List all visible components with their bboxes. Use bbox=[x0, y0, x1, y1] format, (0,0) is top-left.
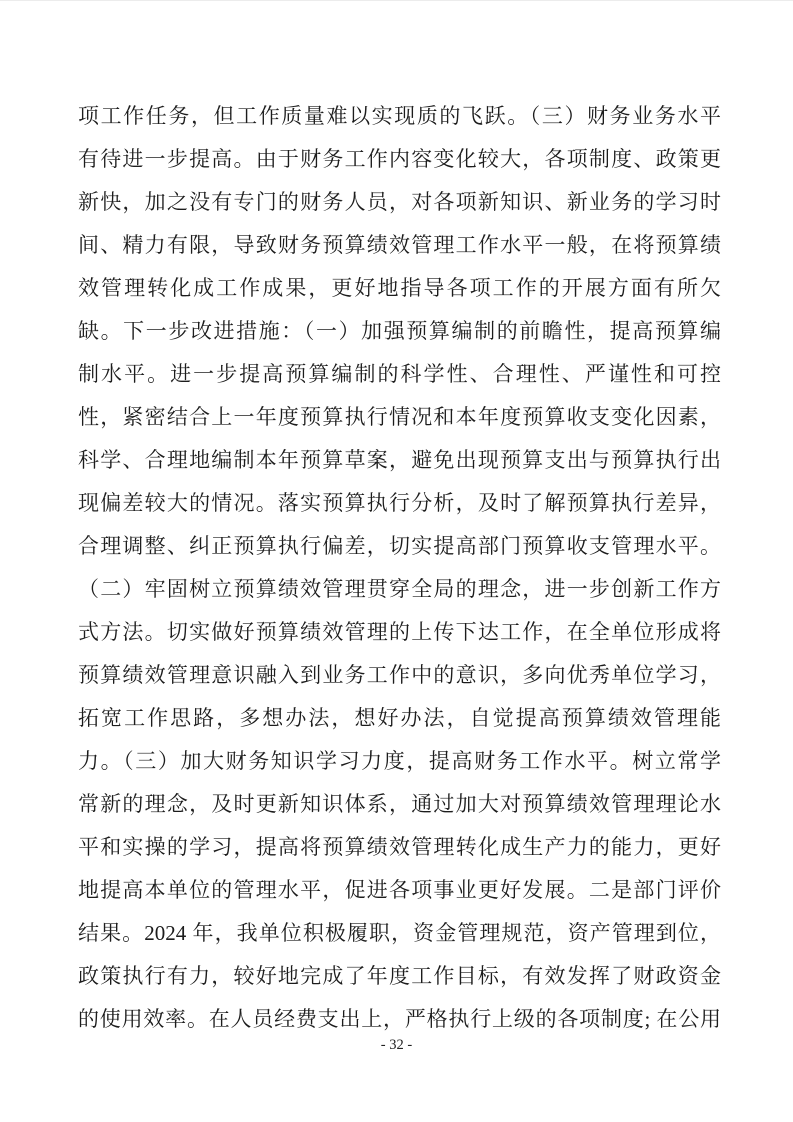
text-line: 预算绩效管理意识融入到业务工作中的意识，多向优秀单位学习， bbox=[78, 663, 721, 687]
text-line: 缺。下一步改进措施：（一）加强预算编制的前瞻性，提高预算编 bbox=[78, 319, 721, 343]
text-line: 力。（三）加大财务知识学习力度，提高财务工作水平。树立常学 bbox=[78, 749, 721, 773]
text-line: 合理调整、纠正预算执行偏差，切实提高部门预算收支管理水平。 bbox=[78, 534, 721, 558]
text-line: 现偏差较大的情况。落实预算执行分析，及时了解预算执行差异， bbox=[78, 491, 721, 515]
text-line: 制水平。进一步提高预算编制的科学性、合理性、严谨性和可控 bbox=[78, 362, 721, 386]
text-line: 科学、合理地编制本年预算草案，避免出现预算支出与预算执行出 bbox=[78, 448, 721, 472]
text-line: 地提高本单位的管理水平，促进各项事业更好发展。二是部门评价 bbox=[78, 878, 721, 902]
text-line: 式方法。切实做好预算绩效管理的上传下达工作，在全单位形成将 bbox=[78, 620, 721, 644]
text-line: （二）牢固树立预算绩效管理贯穿全局的理念，进一步创新工作方 bbox=[78, 577, 721, 601]
text-line: 政策执行有力，较好地完成了年度工作目标，有效发挥了财政资金 bbox=[78, 964, 721, 988]
text-line: 拓宽工作思路，多想办法，想好办法，自觉提高预算绩效管理能 bbox=[78, 706, 721, 730]
text-line: 结果。2024 年，我单位积极履职，资金管理规范，资产管理到位， bbox=[78, 921, 721, 945]
text-line: 的使用效率。在人员经费支出上，严格执行上级的各项制度; 在公用 bbox=[78, 1007, 721, 1031]
page-number: - 32 - bbox=[380, 1037, 413, 1053]
text-line: 项工作任务，但工作质量难以实现质的飞跃。（三）财务业务水平 bbox=[78, 104, 721, 128]
text-line: 常新的理念，及时更新知识体系，通过加大对预算绩效管理理论水 bbox=[78, 792, 721, 816]
text-line: 新快，加之没有专门的财务人员，对各项新知识、新业务的学习时 bbox=[78, 190, 721, 214]
text-line: 间、精力有限，导致财务预算绩效管理工作水平一般，在将预算绩 bbox=[78, 233, 721, 257]
text-line: 效管理转化成工作成果，更好地指导各项工作的开展方面有所欠 bbox=[78, 276, 721, 300]
text-line: 有待进一步提高。由于财务工作内容变化较大，各项制度、政策更 bbox=[78, 147, 721, 171]
document-body-text bbox=[78, 95, 721, 1041]
text-line: 平和实操的学习，提高将预算绩效管理转化成生产力的能力，更好 bbox=[78, 835, 721, 859]
text-line: 性，紧密结合上一年度预算执行情况和本年度预算收支变化因素， bbox=[78, 405, 721, 429]
